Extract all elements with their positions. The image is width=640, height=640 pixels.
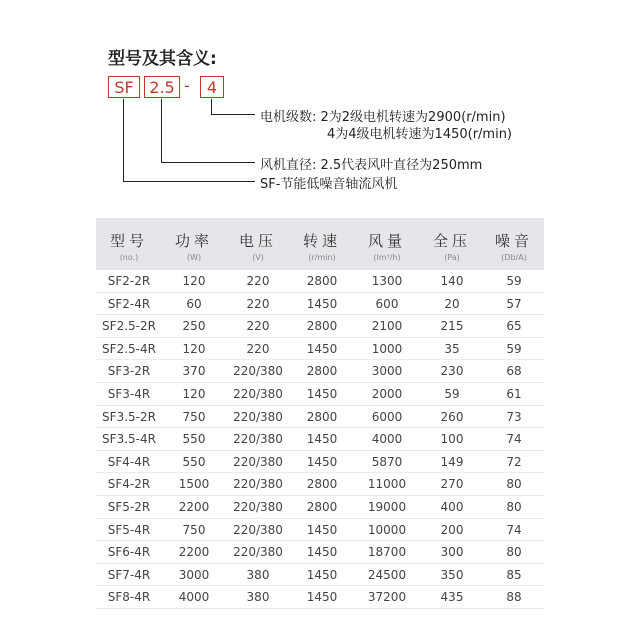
table-cell: SF2.5-4R (102, 341, 156, 356)
table-cell: 380 (246, 567, 270, 582)
table-cell: 220/380 (233, 364, 283, 379)
diameter-desc: 风机直径: 2.5代表风叶直径为250mm (260, 158, 483, 173)
code-dash: - (184, 76, 190, 95)
table-row (96, 496, 544, 519)
motor-poles-desc-line1: 电机级数: 2为2级电机转速为2900(r/min) (260, 110, 506, 125)
col-header-pressure: 全压 (Pa) (432, 232, 471, 262)
table-cell: 37200 (367, 590, 407, 605)
table-cell: 120 (182, 386, 206, 401)
table-row (96, 406, 544, 429)
table-cell: 2100 (371, 319, 403, 334)
table-cell: 200 (440, 522, 464, 537)
table-cell: SF3.5-4R (102, 432, 156, 447)
table-cell: 59 (444, 386, 460, 401)
table-cell: 74 (506, 522, 522, 537)
table-cell: 370 (182, 364, 206, 379)
table-cell: 2800 (306, 409, 338, 424)
table-cell: 60 (186, 296, 202, 311)
table-row (96, 293, 544, 316)
table-cell: 270 (440, 477, 464, 492)
table-cell: 1450 (306, 296, 338, 311)
table-cell: 350 (440, 567, 464, 582)
table-cell: 1450 (306, 432, 338, 447)
table-cell: 300 (440, 545, 464, 560)
code-prefix-box: SF (108, 76, 140, 98)
table-cell: 2000 (371, 386, 403, 401)
table-cell: 68 (506, 364, 522, 379)
table-cell: SF3.5-2R (102, 409, 156, 424)
table-cell: 3000 (178, 567, 210, 582)
code-diameter-box: 2.5 (144, 76, 180, 98)
table-cell: SF7-4R (107, 567, 151, 582)
table-cell: 1450 (306, 454, 338, 469)
table-cell: 2800 (306, 319, 338, 334)
table-cell: 11000 (367, 477, 407, 492)
table-cell: 4000 (371, 432, 403, 447)
table-cell: 18700 (367, 545, 407, 560)
table-cell: SF4-4R (107, 454, 151, 469)
table-cell: 10000 (367, 522, 407, 537)
col-header-power: 功率 (W) (174, 232, 213, 262)
table-cell: 120 (182, 341, 206, 356)
table-cell: 220 (246, 341, 270, 356)
table-cell: 2200 (178, 499, 210, 514)
table-cell: 550 (182, 432, 206, 447)
table-cell: 1450 (306, 567, 338, 582)
table-row (96, 586, 544, 609)
col-header-speed: 转速 (r/min) (302, 232, 341, 262)
series-desc: SF-节能低噪音轴流风机 (260, 177, 398, 192)
series-connector-vertical (123, 99, 124, 181)
table-cell: 380 (246, 590, 270, 605)
table-cell: 72 (506, 454, 522, 469)
table-cell: 550 (182, 454, 206, 469)
table-row (96, 270, 544, 293)
table-cell: SF3-4R (107, 386, 151, 401)
table-cell: 5870 (371, 454, 403, 469)
table-cell: 1450 (306, 386, 338, 401)
table-cell: 3000 (371, 364, 403, 379)
col-header-voltage: 电压 (V) (238, 232, 277, 262)
table-row (96, 451, 544, 474)
table-row (96, 428, 544, 451)
table-cell: SF3-2R (107, 364, 151, 379)
table-cell: 6000 (371, 409, 403, 424)
table-cell: 80 (506, 477, 522, 492)
col-header-model: 型号 (no.) (109, 232, 148, 262)
table-cell: 750 (182, 522, 206, 537)
table-cell: 220/380 (233, 545, 283, 560)
table-cell: 260 (440, 409, 464, 424)
table-cell: 59 (506, 274, 522, 288)
table-cell: 220 (246, 296, 270, 311)
table-cell: 220/380 (233, 454, 283, 469)
table-cell: 88 (506, 590, 522, 605)
motor-poles-desc-line2: 4为4级电机转速为1450(r/min) (327, 127, 513, 142)
table-cell: 1000 (371, 341, 403, 356)
table-cell: 2800 (306, 274, 338, 288)
table-cell: 1450 (306, 590, 338, 605)
table-cell: 57 (506, 296, 522, 311)
table-cell: SF5-2R (107, 499, 151, 514)
diameter-connector-vertical (161, 99, 162, 162)
table-cell: 220 (246, 319, 270, 334)
table-cell: 80 (506, 499, 522, 514)
table-row (96, 473, 544, 496)
table-cell: 59 (506, 341, 522, 356)
table-cell: 74 (506, 432, 522, 447)
page-title: 型号及其含义: (108, 49, 217, 69)
table-cell: 220/380 (233, 477, 283, 492)
table-cell: SF2.5-2R (102, 319, 156, 334)
table-cell: 80 (506, 545, 522, 560)
table-cell: 220/380 (233, 386, 283, 401)
table-cell: 100 (440, 432, 464, 447)
table-cell: 400 (440, 499, 464, 514)
table-cell: SF2-4R (107, 296, 151, 311)
table-cell: 65 (506, 319, 522, 334)
table-cell: SF5-4R (107, 522, 151, 537)
table-cell: 73 (506, 409, 522, 424)
table-cell: 220 (246, 274, 270, 288)
table-row (96, 519, 544, 542)
table-cell: 250 (182, 319, 206, 334)
table-cell: SF6-4R (107, 545, 151, 560)
table-cell: 1500 (178, 477, 210, 492)
table-row (96, 338, 544, 361)
table-cell: 230 (440, 364, 464, 379)
table-cell: SF8-4R (107, 590, 151, 605)
table-cell: 149 (440, 454, 464, 469)
poles-connector-horizontal (211, 114, 255, 115)
table-cell: 20 (444, 296, 460, 311)
table-cell: 220/380 (233, 432, 283, 447)
table-header (96, 218, 544, 270)
table-cell: 2800 (306, 499, 338, 514)
table-row (96, 383, 544, 406)
table-cell: 1300 (371, 274, 403, 288)
table-cell: SF4-2R (107, 477, 151, 492)
series-connector-horizontal (123, 181, 255, 182)
table-cell: 1450 (306, 545, 338, 560)
table-cell: 61 (506, 386, 522, 401)
table-cell: 220/380 (233, 499, 283, 514)
table-cell: 1450 (306, 341, 338, 356)
table-cell: 85 (506, 567, 522, 582)
table-cell: 435 (440, 590, 464, 605)
code-poles-box: 4 (200, 76, 224, 98)
table-cell: 220/380 (233, 409, 283, 424)
table-cell: 2200 (178, 545, 210, 560)
table-row (96, 360, 544, 383)
spec-table (96, 218, 544, 609)
table-cell: 24500 (367, 567, 407, 582)
table-cell: 120 (182, 274, 206, 288)
table-cell: 19000 (367, 499, 407, 514)
table-cell: 750 (182, 409, 206, 424)
table-row (96, 564, 544, 587)
table-cell: 2800 (306, 364, 338, 379)
table-cell: 35 (444, 341, 460, 356)
table-row (96, 541, 544, 564)
table-cell: 140 (440, 274, 464, 288)
table-cell: 2800 (306, 477, 338, 492)
table-body (96, 270, 544, 609)
col-header-noise: 噪音 (Db/A) (494, 232, 533, 262)
table-cell: 220/380 (233, 522, 283, 537)
table-row (96, 315, 544, 338)
table-cell: 215 (440, 319, 464, 334)
table-cell: SF2-2R (107, 274, 151, 288)
table-cell: 600 (375, 296, 399, 311)
table-cell: 1450 (306, 522, 338, 537)
diameter-connector-horizontal (161, 162, 255, 163)
col-header-airflow: 风量 (lm³/h) (367, 232, 406, 262)
table-cell: 4000 (178, 590, 210, 605)
poles-connector-vertical (211, 99, 212, 114)
